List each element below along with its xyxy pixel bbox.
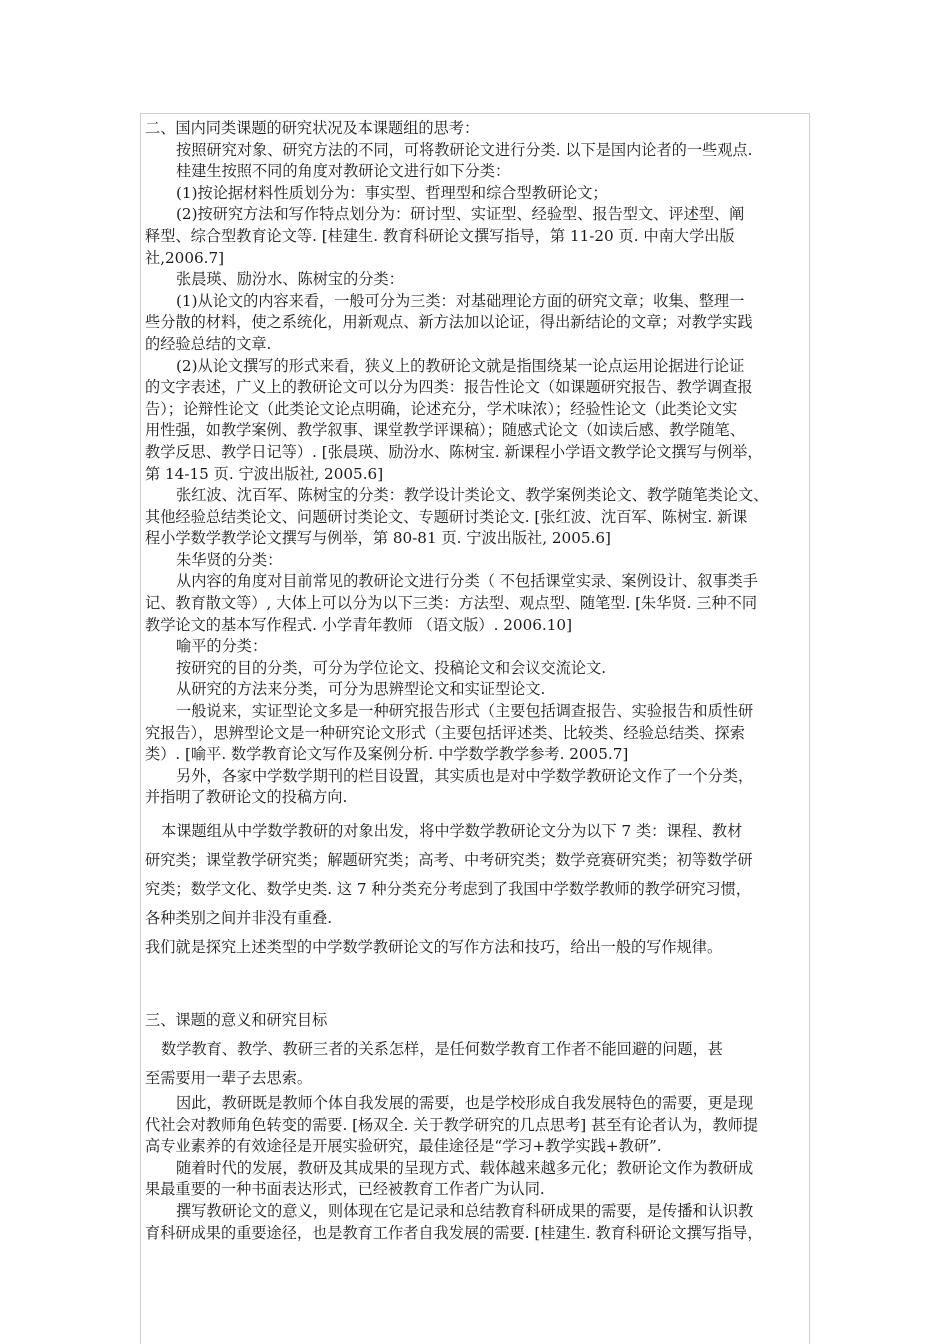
text-line: 按研究的目的分类，可分为学位论文、投稿论文和会议交流论文. [176, 658, 607, 677]
text-line: 桂建生按照不同的角度对教研论文进行如下分类： [176, 162, 511, 181]
spacer [145, 809, 807, 817]
text-line: 至需要用一辈子去思索。 [145, 1069, 313, 1087]
spacer [145, 962, 807, 1006]
text-line: 随着时代的发展，教研及其成果的呈现方式、载体越来越多元化；教研论文作为教研成 [176, 1158, 754, 1177]
text-line: 教学论文的基本写作程式. 小学青年教师 （语文版）. 2006.10] [145, 615, 572, 634]
text-line: 其他经验总结类论文、问题研讨类论文、专题研讨类论文. [张红波、沈百军、陈树宝. 新课 [145, 507, 748, 526]
section-significance-intro [145, 1035, 807, 1093]
text-line: 张晨瑛、励汾水、陈树宝的分类： [176, 270, 404, 289]
text-line: 究报告），思辨型论文是一种研究论文形式（主要包括评述类、比较类、经验总结类、探索 [145, 723, 745, 742]
text-line: 社,2006.7] [145, 248, 225, 267]
text-line: (2)从论文撰写的形式来看，狭义上的教研论文就是指围绕某一论点运用论据进行论证 [176, 356, 745, 375]
text-line: 代社会对教师角色转变的需要. [杨双全. 关于教学研究的几点思考] 甚至有论者认为，教师提 [145, 1115, 759, 1134]
text-line: 按照研究对象、研究方法的不同，可将教研论文进行分类. 以下是国内论者的一些观点. [176, 140, 753, 159]
text-line: 些分散的材料，使之系统化，用新观点、新方法加以论证，得出新结论的文章；对教学实践 [145, 313, 753, 332]
text-line: 程小学数学教学论文撰写与例举，第 80-81 页. 宁波出版社, 2005.6] [145, 529, 611, 548]
text-line: 喻平的分类： [176, 637, 268, 656]
text-line: 类）. [喻平. 数学教育论文写作及案例分析. 中学数学教学参考. 2005.7] [145, 745, 629, 764]
text-line: 育科研成果的重要途径，也是教育工作者自我发展的需要. [桂建生. 教育科研论文撰写指导， [145, 1223, 763, 1242]
section-significance-body [145, 1093, 807, 1244]
text-line: 本课题组从中学数学教研的对象出发，将中学数学教研论文分为以下 7 类：课程、教材 [161, 822, 743, 840]
section-group-classification [145, 817, 807, 962]
text-line: 释型、综合型教育论文等. [桂建生. 教育科研论文撰写指导，第 11-20 页. 中南大学出版 [145, 226, 735, 245]
text-line: 研究类；课堂教学研究类；解题研究类；高考、中考研究类；数学竞赛研究类；初等数学研 [145, 851, 753, 869]
text-line: 记、教育散文等）, 大体上可以分为以下三类：方法型、观点型、随笔型. [朱华贤. 三种不同 [145, 594, 758, 613]
text-line: 果最重要的一种书面表达形式，已经被教育工作者广为认同. [145, 1180, 545, 1199]
text-line: 的文字表述，广义上的教研论文可以分为四类：报告性论文（如课题研究报告、教学调查报 [145, 378, 753, 397]
text-line: 我们就是探究上述类型的中学数学教研论文的写作方法和技巧，给出一般的写作规律。 [145, 938, 723, 956]
document-body [145, 118, 807, 1244]
text-line: 一般说来，实证型论文多是一种研究报告形式（主要包括调查报告、实验报告和质性研 [176, 702, 754, 721]
text-line: (2)按研究方法和写作特点划分为：研讨型、实证型、经验型、报告型文、评述型、阐 [176, 205, 745, 224]
text-line: 并指明了教研论文的投稿方向. [145, 788, 348, 807]
text-line: 告）；论辩性论文（此类论文论点明确，论述充分，学术味浓）；经验性论文（此类论文实 [145, 399, 738, 418]
text-line: 因此，教研既是教师个体自我发展的需要，也是学校形成自我发展特色的需要，更是现 [176, 1094, 754, 1112]
text-line: 高专业素养的有效途径是开展实验研究，最佳途径是“学习+教学实践+教研”. [145, 1137, 662, 1156]
text-line: 从研究的方法来分类，可分为思辨型论文和实证型论文. [176, 680, 546, 699]
section-heading: 三、课题的意义和研究目标 [145, 1011, 328, 1029]
text-line: 二、国内同类课题的研究状况及本课题组的思考： [145, 119, 480, 137]
text-line: 从内容的角度对目前常见的教研论文进行分类（ 不包括课堂实录、案例设计、叙事类手 [176, 572, 758, 591]
text-line: 究类；数学文化、数学史类. 这 7 种分类充分考虑到了我国中学数学教师的教学研究习惯， [145, 880, 752, 898]
text-line: 第 14-15 页. 宁波出版社, 2005.6] [145, 464, 384, 483]
text-line: (1)从论文的内容来看，一般可分为三类：对基础理论方面的研究文章；收集、整理一 [176, 291, 745, 310]
text-line: 撰写教研论文的意义，则体现在它是记录和总结教育科研成果的需要，是传播和认识教 [176, 1201, 754, 1220]
text-line: 数学教育、教学、教研三者的关系怎样，是任何数学教育工作者不能回避的问题，甚 [161, 1040, 723, 1058]
text-line: 朱华贤的分类： [176, 550, 283, 569]
section-domestic-research [145, 118, 807, 809]
text-line: 各种类别之间并非没有重叠. [145, 909, 333, 927]
text-line: 的经验总结的文章. [145, 334, 272, 353]
text-line: 教学反思、教学日记等）. [张晨瑛、励汾水、陈树宝. 新课程小学语文教学论文撰写与例举， [145, 442, 763, 461]
text-line: 用性强，如教学案例、教学叙事、课堂教学评课稿）；随感式论文（如读后感、教学随笔、 [145, 421, 745, 440]
text-line: 另外，各家中学数学期刊的栏目设置，其实质也是对中学数学教研论文作了一个分类， [176, 766, 754, 785]
text-line: (1)按论据材料性质划分为：事实型、哲理型和综合型教研论文； [176, 183, 608, 202]
text-line: 张红波、沈百军、陈树宝的分类：教学设计类论文、教学案例类论文、教学随笔类论文、 [176, 486, 769, 505]
